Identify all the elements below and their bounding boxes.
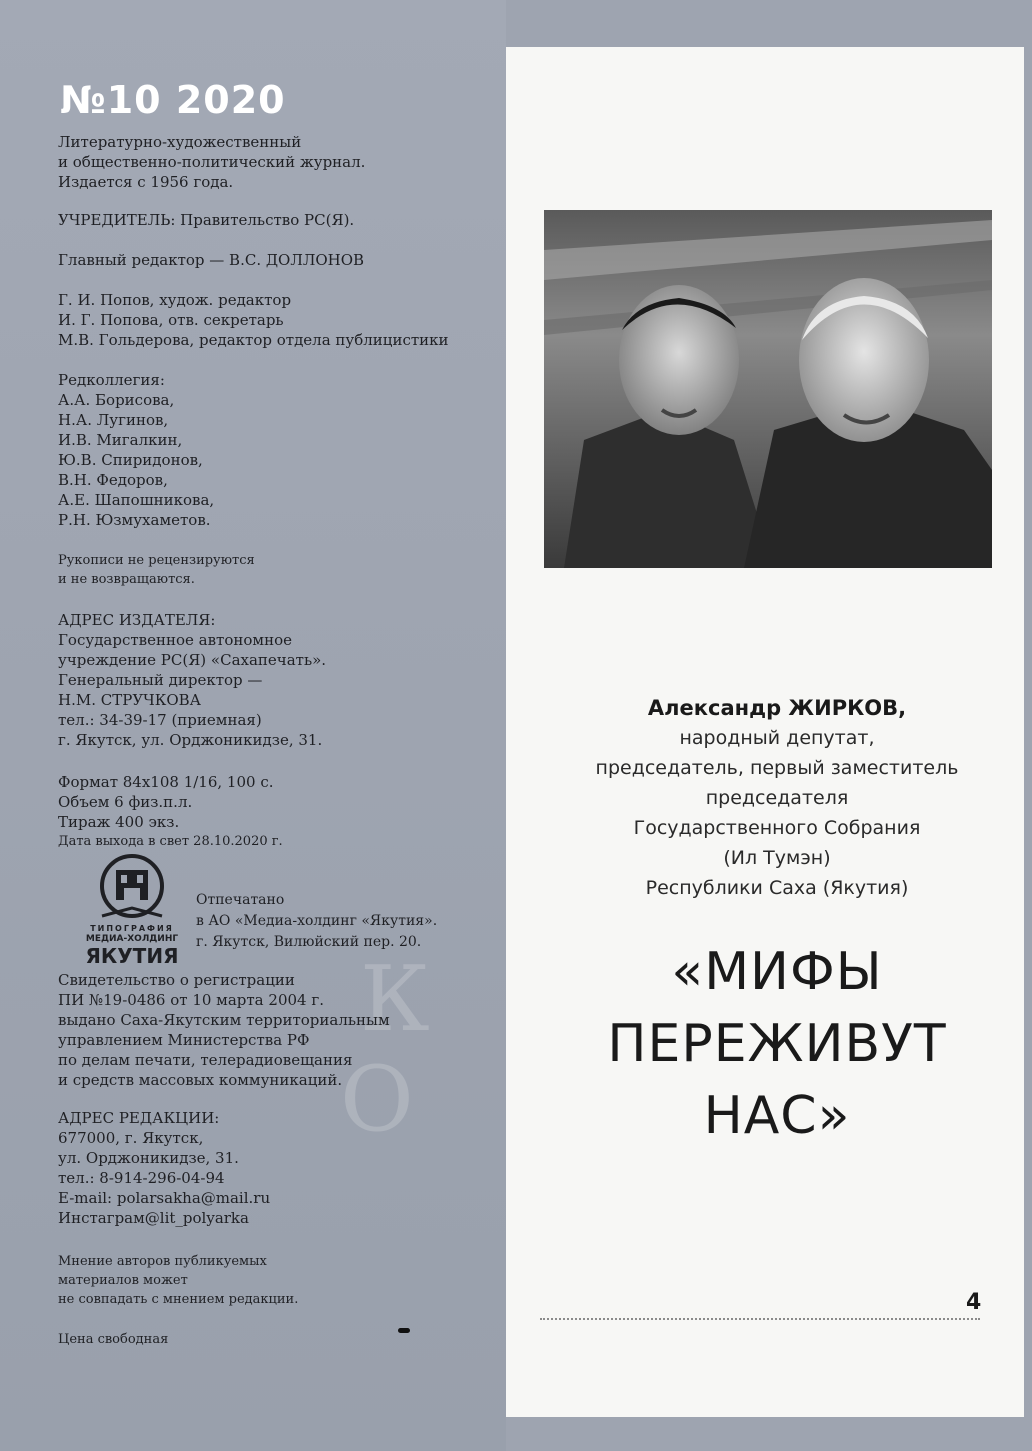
author-title-line: Республики Саха (Якутия): [645, 877, 909, 899]
printing-house-emblem-icon: [84, 852, 180, 924]
dotted-leader: [540, 1318, 980, 1320]
release-date: Дата выхода в свет 28.10.2020 г.: [58, 834, 283, 849]
author-title-line: председателя: [705, 787, 849, 809]
manuscripts-note: Рукописи не рецензируются и не возвращаются.: [58, 553, 255, 587]
journal-intro: Литературно-художественный и общественно-политический журнал. Издается с 1956 года.: [58, 133, 366, 191]
editorial-board: Редколлегия: А.А. Борисова, Н.А. Лугинов, И.В. Мигалкин, Ю.В. Спиридонов, В.Н. Федоров, А.Е. Шапошникова, Р.Н. Юзмухаметов.: [58, 371, 215, 529]
registration-info: Свидетельство о регистрации ПИ №19-0486 от 10 марта 2004 г. выдано Саха-Якутским территориальным управлением Министерства РФ по делам печати, телерадиовещания и средств массовых коммуникаций.: [58, 971, 390, 1089]
founder: УЧРЕДИТЕЛЬ: Правительство РС(Я).: [58, 211, 355, 229]
author-title-line: народный депутат,: [679, 727, 875, 749]
author-photo: [544, 210, 992, 568]
format-info: Формат 84х108 1/16, 100 с. Объем 6 физ.п.л. Тираж 400 экз.: [58, 773, 274, 831]
svg-text:К: К: [360, 947, 430, 1052]
author-title-line: председатель, первый заместитель: [595, 757, 959, 779]
chief-editor: Главный редактор — В.С. ДОЛЛОНОВ: [58, 251, 365, 269]
author-block: [546, 693, 1008, 903]
disclaimer: Мнение авторов публикуемых материалов может не совпадать с мнением редакции.: [58, 1254, 299, 1307]
staff-list: Г. И. Попов, худож. редактор И. Г. Попова, отв. секретарь М.В. Гольдерова, редактор отдела публицистики: [58, 291, 449, 349]
editorial-address: АДРЕС РЕДАКЦИИ: 677000, г. Якутск, ул. Орджоникидзе, 31. тел.: 8-914-296-04-94 E-mail: polarsakha@mail.ru Инстаграм@lit_polyarka: [58, 1109, 271, 1227]
article-headline: «МИФЫ ПЕРЕЖИВУТ НАС»: [607, 942, 947, 1146]
page-number: 4: [966, 1290, 982, 1315]
printer-logo: ТИПОГРАФИЯ МЕДИА-ХОЛДИНГ ЯКУТИЯ: [84, 852, 180, 970]
author-title-line: (Ил Тумэн): [723, 847, 831, 869]
price: Цена свободная: [58, 1332, 169, 1347]
author-title-line: Государственного Собрания: [633, 817, 921, 839]
issue-number: №10 2020: [60, 78, 286, 122]
printed-by: Отпечатано в АО «Медиа-холдинг «Якутия». г. Якутск, Вилюйский пер. 20.: [196, 892, 438, 950]
author-name: Александр ЖИРКОВ,: [647, 696, 907, 720]
print-mark: [398, 1328, 410, 1333]
svg-text:О: О: [340, 1047, 414, 1152]
publisher-address: АДРЕС ИЗДАТЕЛЯ: Государственное автономное учреждение РС(Я) «Сахапечать». Генеральный директор — Н.М. СТРУЧКОВА тел.: 34-39-17 (приемная) г. Якутск, ул. Орджоникидзе, 31.: [58, 611, 327, 749]
